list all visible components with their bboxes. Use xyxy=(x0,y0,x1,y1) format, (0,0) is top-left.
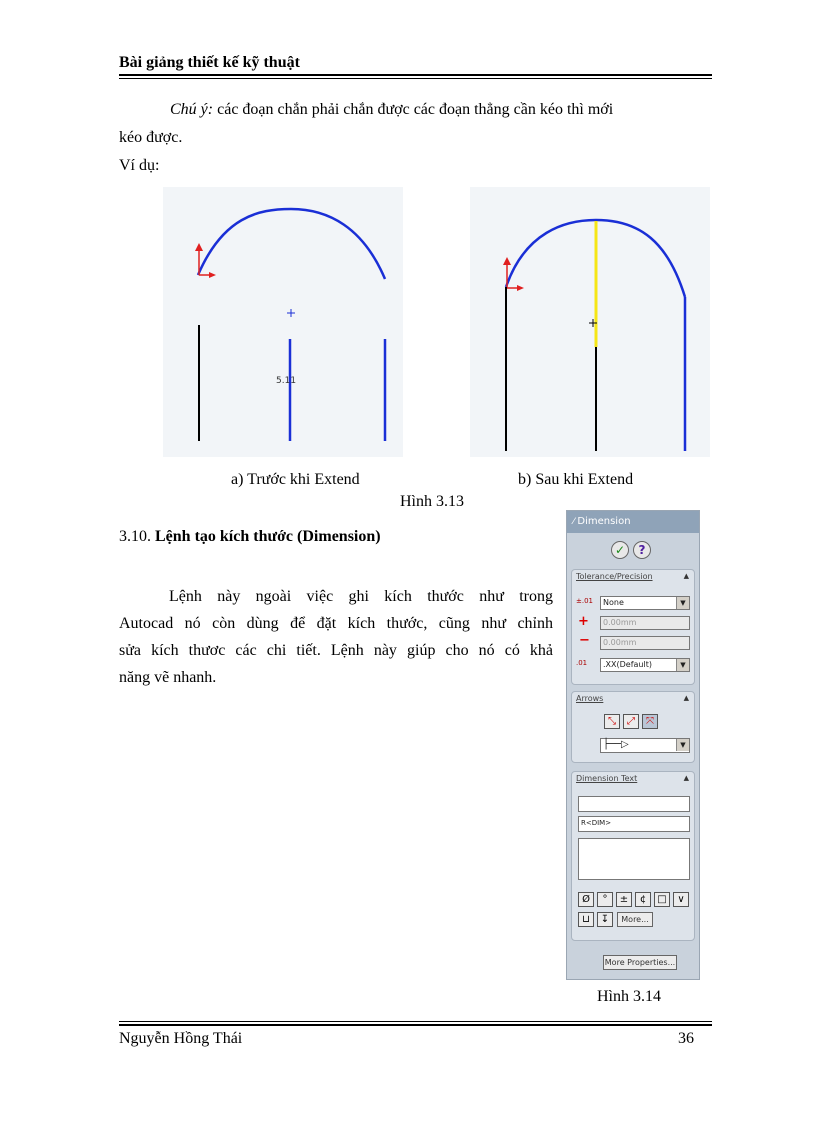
body-paragraph xyxy=(119,583,553,691)
paragraph-line-2: Autocad nó còn dùng để đặt kích thước, cũng như chỉnh xyxy=(119,615,553,632)
section-heading xyxy=(119,528,381,546)
panel-title: Dimension xyxy=(577,516,631,527)
tolerance-type-value: None xyxy=(603,598,624,607)
dimension-value: 5.11 xyxy=(276,376,297,386)
more-properties-button[interactable]: More Properties... xyxy=(603,955,677,970)
collapse-icon[interactable]: ▲ xyxy=(683,694,689,702)
figure-before-extend xyxy=(163,187,403,457)
note-line-2: kéo được. xyxy=(119,129,183,146)
more-symbols-button[interactable]: More... xyxy=(617,912,653,927)
arc-before xyxy=(198,209,385,279)
chevron-down-icon[interactable]: ▼ xyxy=(676,739,689,751)
countersink-symbol-button[interactable]: ∨ xyxy=(673,892,689,907)
arrows-header[interactable]: Arrows xyxy=(576,694,604,703)
running-header: Bài giảng thiết kế kỹ thuật xyxy=(119,54,300,71)
page-number: 36 xyxy=(678,1030,694,1047)
collapse-icon[interactable]: ▲ xyxy=(683,774,689,782)
plus-minus-symbol-button[interactable]: ± xyxy=(616,892,632,907)
note-line xyxy=(170,96,613,123)
caption-before: a) Trước khi Extend xyxy=(231,471,360,488)
tolerance-header[interactable]: Tolerance/Precision xyxy=(576,572,653,581)
plus-icon: + xyxy=(578,614,589,629)
diameter-symbol-button[interactable]: Ø xyxy=(578,892,594,907)
section-number: 3.10. xyxy=(119,528,155,545)
counterbore-icon[interactable]: ⊔ xyxy=(578,912,594,927)
dimension-text-group xyxy=(571,771,695,941)
header-rule-thick xyxy=(119,74,712,76)
precision-value: .XX(Default) xyxy=(603,660,652,669)
question-icon[interactable]: ? xyxy=(633,541,651,559)
chevron-down-icon[interactable]: ▼ xyxy=(676,659,689,671)
sketch-after xyxy=(470,187,710,457)
centerline-symbol-button[interactable]: ¢ xyxy=(635,892,651,907)
precision-select[interactable] xyxy=(600,658,690,672)
dimension-text-header[interactable]: Dimension Text xyxy=(576,774,638,783)
tolerance-group xyxy=(571,569,695,685)
example-label: Ví dụ: xyxy=(119,157,160,174)
center-mark-icon xyxy=(287,309,295,317)
degree-symbol-button[interactable]: ° xyxy=(597,892,613,907)
footer-author: Nguyễn Hồng Thái xyxy=(119,1030,243,1047)
arrows-group xyxy=(571,691,695,763)
tolerance-type-icon: ±.01 xyxy=(576,597,593,605)
figure-caption-3-13: Hình 3.13 xyxy=(400,493,464,510)
figure-after-extend xyxy=(470,187,710,457)
collapse-icon[interactable]: ▲ xyxy=(683,572,689,580)
caption-after: b) Sau khi Extend xyxy=(518,471,634,488)
minus-icon: − xyxy=(579,633,590,648)
dim-text-input[interactable]: R<DIM> xyxy=(578,816,690,832)
upper-tolerance-input[interactable]: 0.00mm xyxy=(600,616,690,630)
chevron-down-icon[interactable]: ▼ xyxy=(676,597,689,609)
arrow-style-icon: ├──▷ xyxy=(603,739,629,750)
figure-caption-3-14: Hình 3.14 xyxy=(597,988,661,1005)
check-icon[interactable]: ✓ xyxy=(611,541,629,559)
paragraph-line-3: sửa kích thươc các chi tiết. Lệnh này giúp cho nó có khả xyxy=(119,642,553,659)
sketch-before xyxy=(163,187,403,457)
paragraph-line-4: năng vẽ nhanh. xyxy=(119,669,217,686)
depth-icon[interactable]: ↧ xyxy=(597,912,613,927)
note-text: các đoạn chắn phải chắn được các đoạn thẳng cần kéo thì mới xyxy=(213,101,614,118)
text-above-input[interactable] xyxy=(578,796,690,812)
footer-rule-thin xyxy=(119,1021,712,1022)
precision-icon: .01 xyxy=(576,659,588,667)
tolerance-type-select[interactable] xyxy=(600,596,690,610)
dimension-icon: ⁄ xyxy=(573,517,578,527)
footer-rule-thick xyxy=(119,1024,712,1026)
text-below-input[interactable] xyxy=(578,838,690,880)
section-title: Lệnh tạo kích thước (Dimension) xyxy=(155,528,381,545)
arrow-inside-icon[interactable]: ⤢ xyxy=(623,714,639,729)
note-label: Chú ý: xyxy=(170,101,214,118)
header-rule-thin xyxy=(119,78,712,79)
arrow-outside-icon[interactable]: ⤡ xyxy=(604,714,620,729)
lower-tolerance-input[interactable]: 0.00mm xyxy=(600,636,690,650)
panel-title-bar xyxy=(567,511,699,533)
paragraph-line-1: Lệnh này ngoài việc ghi kích thước như trong xyxy=(169,588,553,605)
square-symbol-button[interactable]: □ xyxy=(654,892,670,907)
arrow-style-select[interactable] xyxy=(600,738,690,753)
dimension-property-manager xyxy=(566,510,700,980)
arrow-smart-icon[interactable]: ⤧ xyxy=(642,714,658,729)
